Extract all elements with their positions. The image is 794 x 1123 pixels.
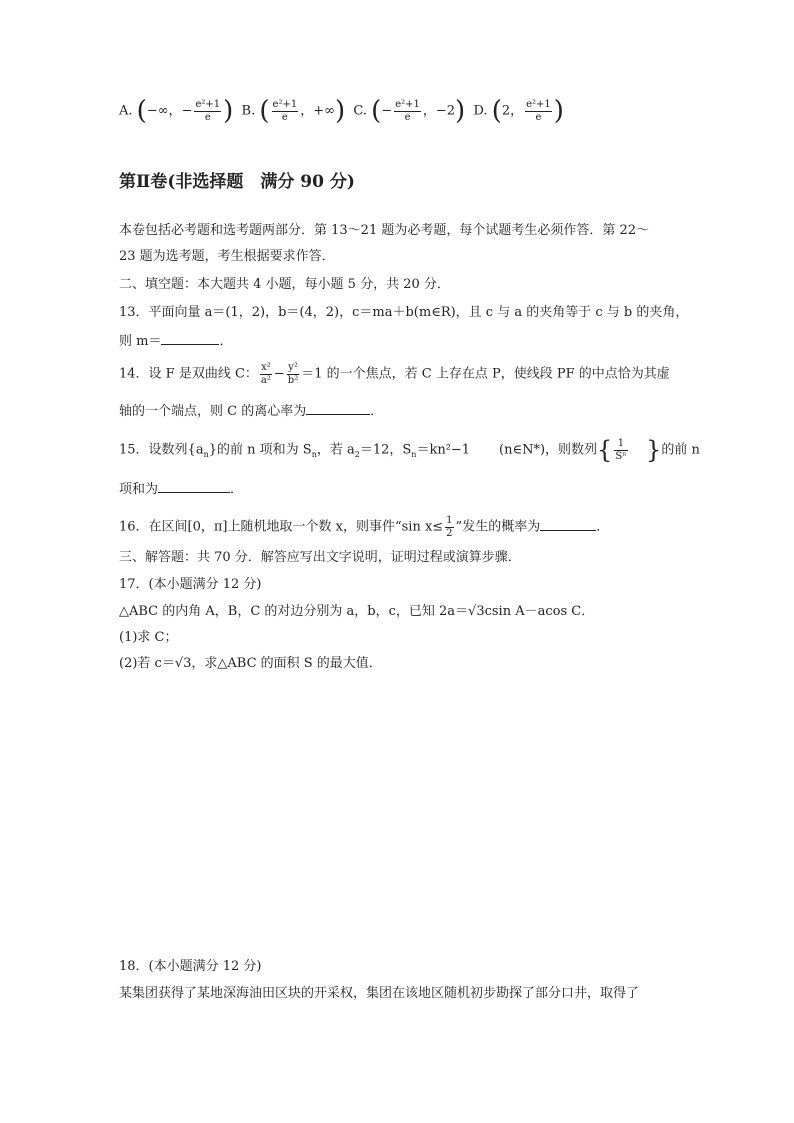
right-paren: ) [223,96,234,126]
left-paren: ( [259,96,270,126]
q15-answer-blank[interactable] [158,481,230,493]
q15-sub-3: 2 [354,450,360,460]
q14-line-2 [119,403,383,418]
left-paren: ( [491,96,502,126]
q17-part-1: (1)求 C； [119,630,178,645]
q14-frac1-den: a² [260,374,271,386]
option-b-right: ，+∞ [300,103,335,119]
q15-text-c: ，若 a [316,442,355,458]
right-paren: ) [455,96,466,126]
q14-fraction-x [260,362,272,386]
q15-text-a: 15．设数列{a [119,442,204,458]
q15-sub-2: n [311,450,317,460]
q14-answer-blank[interactable] [306,403,370,415]
q13-line-2 [119,333,232,348]
q15-fraction [614,438,627,462]
option-d-denominator: e [525,111,552,124]
option-a-left: −∞，− [146,103,193,119]
q15-text-b: }的前 n 项和为 S [208,442,312,458]
q15-text-e: ＝kn²−1 [416,442,471,458]
option-b-numerator: e²+1 [272,99,298,110]
q13-answer-blank[interactable] [161,333,219,345]
q14-line2-text: 轴的一个端点，则 C 的离心率为 [119,404,307,419]
q18-title: 18．(本小题满分 12 分) [119,959,262,974]
solve-header: 三、解答题：共 70 分．解答应写出文字说明，证明过程或演算步骤． [119,550,521,565]
right-paren: ) [553,96,564,126]
option-a-fraction [194,99,221,123]
q15-frac-den: Sⁿ [615,450,627,462]
q17-title: 17．(本小题满分 12 分) [119,577,262,592]
q17-statement: △ABC 的内角 A，B，C 的对边分别为 a，b，c，已知 2a＝√3csin A－acos C． [119,604,595,619]
q15-sub-1: n [203,450,209,460]
right-brace: } [646,436,662,464]
option-d-left: 2， [501,103,524,119]
q15-line-2 [119,481,243,496]
right-paren: ) [334,96,346,126]
q15-text-g: 的前 n [661,442,700,458]
q13-period: ． [219,334,233,349]
q16-frac-den: 2 [446,527,453,539]
section-title: 第Ⅱ卷(非选择题 满分 90 分) [119,172,355,192]
answer-options-row [119,98,564,124]
option-c-left: − [381,103,393,119]
q14-frac1-num: x² [261,362,271,373]
option-c-fraction [394,99,421,123]
option-a-numerator: e²+1 [195,99,221,110]
q15-frac-num: 1 [617,438,625,449]
option-c-right: ，−2 [422,103,456,119]
option-a-denominator: e [194,111,221,124]
option-c-numerator: e²+1 [395,99,420,110]
q16-period: ． [596,519,610,535]
option-d-label: D. [473,103,488,119]
q13-prefix: 则 m＝ [119,334,162,349]
q14-prefix: 14．设 F 是双曲线 C： [119,366,258,382]
q16-answer-blank[interactable] [540,519,596,531]
q15-line2-text: 项和为 [119,482,159,497]
q15-text-f: (n∈N*)，则数列 [499,442,598,458]
q14-frac2-den: b² [287,374,299,386]
q15-line-1 [119,438,700,462]
q16-text-a: 16．在区间[0，π]上随机地取一个数 x，则事件“sin x≤ [119,519,444,535]
fill-in-header: 二、填空题：本大题共 4 小题，每小题 5 分，共 20 分． [119,277,450,292]
intro-line-1: 本卷包括必考题和选考题两部分．第 13～21 题为必考题，每个试题考生必须作答．第 22～ [119,223,650,238]
q15-text-d: ＝12，S [359,442,412,458]
left-paren: ( [371,96,382,126]
q15-period: ． [230,482,244,497]
q17-part-2: (2)若 c＝√3，求△ABC 的面积 S 的最大值． [119,656,382,671]
option-b-label: B. [241,103,256,119]
option-c-label: C. [353,103,367,119]
q14-period: ． [370,404,384,419]
q13-line-1: 13．平面向量 a＝(1，2)，b＝(4，2)，c＝ma＋b(m∈R)，且 c 与 a 的夹角等于 c 与 b 的夹角， [119,305,689,320]
q18-line-1: 某集团获得了某地深海油田区块的开采权，集团在该地区随机初步勘探了部分口井，取得了 [119,986,640,1001]
option-b-denominator: e [272,111,299,124]
q16-text-b: ”发生的概率为 [455,519,541,535]
q14-frac2-num: y² [288,362,298,373]
option-d-numerator: e²+1 [526,99,551,110]
option-c-denominator: e [394,111,421,124]
option-b-fraction [272,99,299,123]
left-paren: ( [136,96,147,126]
q14-fraction-y [287,362,299,386]
q16-line [119,515,609,539]
q16-fraction [445,515,453,539]
q14-minus: − [273,366,285,382]
intro-line-2: 23 题为选考题，考生根据要求作答． [119,249,335,264]
q14-rest: ＝1 的一个焦点，若 C 上存在点 P，使线段 PF 的中点恰为其虚 [301,366,670,382]
option-a-label: A. [119,103,133,119]
option-d-fraction [525,99,552,123]
q14-line-1 [119,362,670,386]
q15-sub-4: n [411,450,417,460]
q16-frac-num: 1 [446,515,453,526]
left-brace: { [597,436,613,464]
